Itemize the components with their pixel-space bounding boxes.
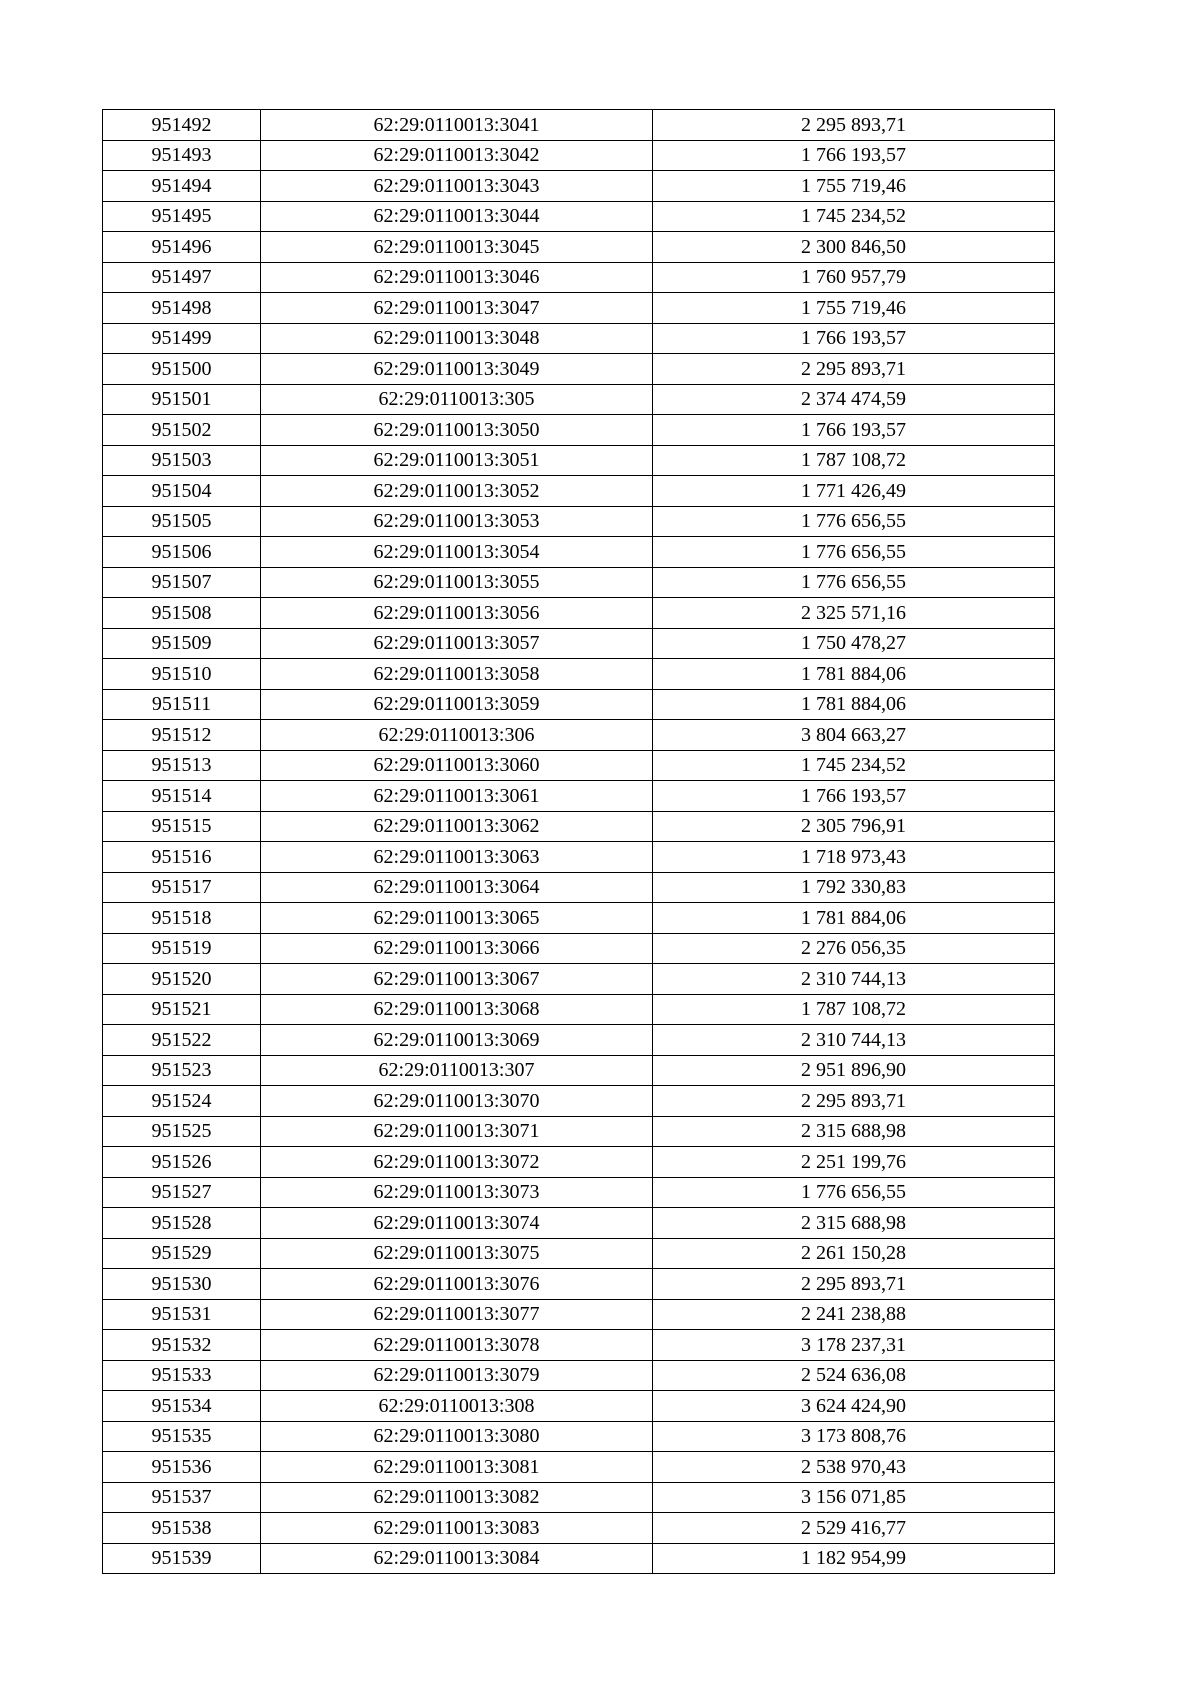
row-number-cell: 951515 <box>103 811 261 842</box>
table-row <box>103 1482 1055 1513</box>
cadastral-number-cell: 62:29:0110013:3061 <box>261 781 653 812</box>
table-row <box>103 1330 1055 1361</box>
value-cell: 2 524 636,08 <box>653 1360 1055 1391</box>
cadastral-number-cell: 62:29:0110013:3084 <box>261 1543 653 1574</box>
cadastral-number-cell: 62:29:0110013:3078 <box>261 1330 653 1361</box>
table-body <box>103 110 1055 1574</box>
cadastral-number-cell: 62:29:0110013:308 <box>261 1391 653 1422</box>
table-row <box>103 628 1055 659</box>
row-number-cell: 951495 <box>103 201 261 232</box>
row-number-cell: 951539 <box>103 1543 261 1574</box>
table-row <box>103 1391 1055 1422</box>
table-row <box>103 140 1055 171</box>
value-cell: 1 776 656,55 <box>653 567 1055 598</box>
table-row <box>103 1543 1055 1574</box>
row-number-cell: 951523 <box>103 1055 261 1086</box>
row-number-cell: 951511 <box>103 689 261 720</box>
table-row <box>103 537 1055 568</box>
value-cell: 1 781 884,06 <box>653 903 1055 934</box>
cadastral-number-cell: 62:29:0110013:3080 <box>261 1421 653 1452</box>
cadastral-number-cell: 62:29:0110013:3051 <box>261 445 653 476</box>
row-number-cell: 951533 <box>103 1360 261 1391</box>
value-cell: 2 538 970,43 <box>653 1452 1055 1483</box>
cadastral-number-cell: 62:29:0110013:3049 <box>261 354 653 385</box>
row-number-cell: 951509 <box>103 628 261 659</box>
row-number-cell: 951505 <box>103 506 261 537</box>
value-cell: 1 766 193,57 <box>653 781 1055 812</box>
table-row <box>103 1238 1055 1269</box>
table-row <box>103 1208 1055 1239</box>
cadastral-value-table <box>102 109 1055 1574</box>
row-number-cell: 951522 <box>103 1025 261 1056</box>
table-row <box>103 1360 1055 1391</box>
row-number-cell: 951534 <box>103 1391 261 1422</box>
cadastral-number-cell: 62:29:0110013:3045 <box>261 232 653 263</box>
table-row <box>103 750 1055 781</box>
row-number-cell: 951514 <box>103 781 261 812</box>
value-cell: 2 241 238,88 <box>653 1299 1055 1330</box>
row-number-cell: 951525 <box>103 1116 261 1147</box>
value-cell: 2 315 688,98 <box>653 1116 1055 1147</box>
value-cell: 1 771 426,49 <box>653 476 1055 507</box>
value-cell: 1 781 884,06 <box>653 659 1055 690</box>
table-row <box>103 476 1055 507</box>
row-number-cell: 951528 <box>103 1208 261 1239</box>
value-cell: 1 755 719,46 <box>653 171 1055 202</box>
value-cell: 2 310 744,13 <box>653 964 1055 995</box>
cadastral-number-cell: 62:29:0110013:3067 <box>261 964 653 995</box>
row-number-cell: 951517 <box>103 872 261 903</box>
table-row <box>103 689 1055 720</box>
value-cell: 1 776 656,55 <box>653 1177 1055 1208</box>
table-row <box>103 1116 1055 1147</box>
row-number-cell: 951516 <box>103 842 261 873</box>
value-cell: 2 305 796,91 <box>653 811 1055 842</box>
table-row <box>103 1299 1055 1330</box>
value-cell: 1 792 330,83 <box>653 872 1055 903</box>
row-number-cell: 951518 <box>103 903 261 934</box>
row-number-cell: 951497 <box>103 262 261 293</box>
table-row <box>103 1177 1055 1208</box>
value-cell: 1 745 234,52 <box>653 750 1055 781</box>
cadastral-number-cell: 62:29:0110013:3050 <box>261 415 653 446</box>
cadastral-number-cell: 62:29:0110013:3062 <box>261 811 653 842</box>
row-number-cell: 951496 <box>103 232 261 263</box>
row-number-cell: 951510 <box>103 659 261 690</box>
row-number-cell: 951512 <box>103 720 261 751</box>
value-cell: 1 776 656,55 <box>653 506 1055 537</box>
row-number-cell: 951499 <box>103 323 261 354</box>
table-row <box>103 1147 1055 1178</box>
table-row <box>103 933 1055 964</box>
cadastral-number-cell: 62:29:0110013:3072 <box>261 1147 653 1178</box>
value-cell: 2 325 571,16 <box>653 598 1055 629</box>
cadastral-number-cell: 62:29:0110013:305 <box>261 384 653 415</box>
row-number-cell: 951492 <box>103 110 261 141</box>
row-number-cell: 951506 <box>103 537 261 568</box>
cadastral-number-cell: 62:29:0110013:3057 <box>261 628 653 659</box>
row-number-cell: 951535 <box>103 1421 261 1452</box>
value-cell: 2 295 893,71 <box>653 1269 1055 1300</box>
cadastral-number-cell: 62:29:0110013:3073 <box>261 1177 653 1208</box>
value-cell: 2 261 150,28 <box>653 1238 1055 1269</box>
value-cell: 2 951 896,90 <box>653 1055 1055 1086</box>
table-row <box>103 598 1055 629</box>
row-number-cell: 951494 <box>103 171 261 202</box>
table-row <box>103 232 1055 263</box>
row-number-cell: 951536 <box>103 1452 261 1483</box>
cadastral-number-cell: 62:29:0110013:3058 <box>261 659 653 690</box>
cadastral-number-cell: 62:29:0110013:3076 <box>261 1269 653 1300</box>
row-number-cell: 951513 <box>103 750 261 781</box>
value-cell: 1 776 656,55 <box>653 537 1055 568</box>
cadastral-number-cell: 62:29:0110013:3054 <box>261 537 653 568</box>
table-row <box>103 842 1055 873</box>
value-cell: 3 804 663,27 <box>653 720 1055 751</box>
table-row <box>103 1086 1055 1117</box>
table-row <box>103 384 1055 415</box>
value-cell: 1 766 193,57 <box>653 140 1055 171</box>
value-cell: 1 182 954,99 <box>653 1543 1055 1574</box>
row-number-cell: 951520 <box>103 964 261 995</box>
table-row <box>103 872 1055 903</box>
cadastral-number-cell: 62:29:0110013:3083 <box>261 1513 653 1544</box>
value-cell: 1 787 108,72 <box>653 445 1055 476</box>
table-row <box>103 811 1055 842</box>
table-row <box>103 1452 1055 1483</box>
table-row <box>103 903 1055 934</box>
row-number-cell: 951503 <box>103 445 261 476</box>
table-row <box>103 720 1055 751</box>
row-number-cell: 951519 <box>103 933 261 964</box>
table-row <box>103 659 1055 690</box>
value-cell: 3 156 071,85 <box>653 1482 1055 1513</box>
row-number-cell: 951529 <box>103 1238 261 1269</box>
value-cell: 1 766 193,57 <box>653 323 1055 354</box>
table-row <box>103 781 1055 812</box>
value-cell: 3 173 808,76 <box>653 1421 1055 1452</box>
value-cell: 1 750 478,27 <box>653 628 1055 659</box>
row-number-cell: 951500 <box>103 354 261 385</box>
cadastral-number-cell: 62:29:0110013:306 <box>261 720 653 751</box>
row-number-cell: 951530 <box>103 1269 261 1300</box>
row-number-cell: 951521 <box>103 994 261 1025</box>
cadastral-number-cell: 62:29:0110013:307 <box>261 1055 653 1086</box>
cadastral-number-cell: 62:29:0110013:3075 <box>261 1238 653 1269</box>
cadastral-number-cell: 62:29:0110013:3081 <box>261 1452 653 1483</box>
row-number-cell: 951502 <box>103 415 261 446</box>
table-row <box>103 1421 1055 1452</box>
value-cell: 2 276 056,35 <box>653 933 1055 964</box>
value-cell: 2 315 688,98 <box>653 1208 1055 1239</box>
value-cell: 1 766 193,57 <box>653 415 1055 446</box>
cadastral-number-cell: 62:29:0110013:3055 <box>261 567 653 598</box>
value-cell: 2 295 893,71 <box>653 110 1055 141</box>
table-row <box>103 1025 1055 1056</box>
cadastral-number-cell: 62:29:0110013:3046 <box>261 262 653 293</box>
table-row <box>103 323 1055 354</box>
cadastral-number-cell: 62:29:0110013:3070 <box>261 1086 653 1117</box>
value-cell: 1 718 973,43 <box>653 842 1055 873</box>
cadastral-number-cell: 62:29:0110013:3079 <box>261 1360 653 1391</box>
cadastral-number-cell: 62:29:0110013:3060 <box>261 750 653 781</box>
table-row <box>103 1513 1055 1544</box>
cadastral-number-cell: 62:29:0110013:3071 <box>261 1116 653 1147</box>
value-cell: 2 251 199,76 <box>653 1147 1055 1178</box>
row-number-cell: 951527 <box>103 1177 261 1208</box>
cadastral-number-cell: 62:29:0110013:3053 <box>261 506 653 537</box>
row-number-cell: 951504 <box>103 476 261 507</box>
value-cell: 2 310 744,13 <box>653 1025 1055 1056</box>
table-row <box>103 262 1055 293</box>
value-cell: 2 374 474,59 <box>653 384 1055 415</box>
table-row <box>103 293 1055 324</box>
value-cell: 1 781 884,06 <box>653 689 1055 720</box>
value-cell: 3 178 237,31 <box>653 1330 1055 1361</box>
table-row <box>103 201 1055 232</box>
value-cell: 2 295 893,71 <box>653 354 1055 385</box>
table-row <box>103 994 1055 1025</box>
value-cell: 2 300 846,50 <box>653 232 1055 263</box>
value-cell: 1 755 719,46 <box>653 293 1055 324</box>
table-row <box>103 964 1055 995</box>
table-row <box>103 171 1055 202</box>
cadastral-number-cell: 62:29:0110013:3041 <box>261 110 653 141</box>
cadastral-number-cell: 62:29:0110013:3059 <box>261 689 653 720</box>
cadastral-number-cell: 62:29:0110013:3074 <box>261 1208 653 1239</box>
cadastral-number-cell: 62:29:0110013:3069 <box>261 1025 653 1056</box>
value-cell: 1 760 957,79 <box>653 262 1055 293</box>
table-row <box>103 354 1055 385</box>
cadastral-number-cell: 62:29:0110013:3047 <box>261 293 653 324</box>
cadastral-number-cell: 62:29:0110013:3044 <box>261 201 653 232</box>
row-number-cell: 951531 <box>103 1299 261 1330</box>
table-row <box>103 567 1055 598</box>
row-number-cell: 951507 <box>103 567 261 598</box>
table-row <box>103 445 1055 476</box>
cadastral-number-cell: 62:29:0110013:3082 <box>261 1482 653 1513</box>
row-number-cell: 951493 <box>103 140 261 171</box>
cadastral-number-cell: 62:29:0110013:3064 <box>261 872 653 903</box>
row-number-cell: 951537 <box>103 1482 261 1513</box>
cadastral-number-cell: 62:29:0110013:3056 <box>261 598 653 629</box>
table-row <box>103 415 1055 446</box>
value-cell: 2 529 416,77 <box>653 1513 1055 1544</box>
cadastral-number-cell: 62:29:0110013:3042 <box>261 140 653 171</box>
value-cell: 1 787 108,72 <box>653 994 1055 1025</box>
cadastral-number-cell: 62:29:0110013:3077 <box>261 1299 653 1330</box>
table-row <box>103 110 1055 141</box>
table-row <box>103 1055 1055 1086</box>
table-row <box>103 506 1055 537</box>
row-number-cell: 951532 <box>103 1330 261 1361</box>
cadastral-number-cell: 62:29:0110013:3063 <box>261 842 653 873</box>
row-number-cell: 951526 <box>103 1147 261 1178</box>
table-row <box>103 1269 1055 1300</box>
value-cell: 1 745 234,52 <box>653 201 1055 232</box>
cadastral-number-cell: 62:29:0110013:3043 <box>261 171 653 202</box>
cadastral-number-cell: 62:29:0110013:3065 <box>261 903 653 934</box>
row-number-cell: 951538 <box>103 1513 261 1544</box>
cadastral-number-cell: 62:29:0110013:3052 <box>261 476 653 507</box>
row-number-cell: 951501 <box>103 384 261 415</box>
row-number-cell: 951508 <box>103 598 261 629</box>
cadastral-number-cell: 62:29:0110013:3066 <box>261 933 653 964</box>
row-number-cell: 951498 <box>103 293 261 324</box>
cadastral-number-cell: 62:29:0110013:3048 <box>261 323 653 354</box>
row-number-cell: 951524 <box>103 1086 261 1117</box>
value-cell: 2 295 893,71 <box>653 1086 1055 1117</box>
value-cell: 3 624 424,90 <box>653 1391 1055 1422</box>
cadastral-number-cell: 62:29:0110013:3068 <box>261 994 653 1025</box>
